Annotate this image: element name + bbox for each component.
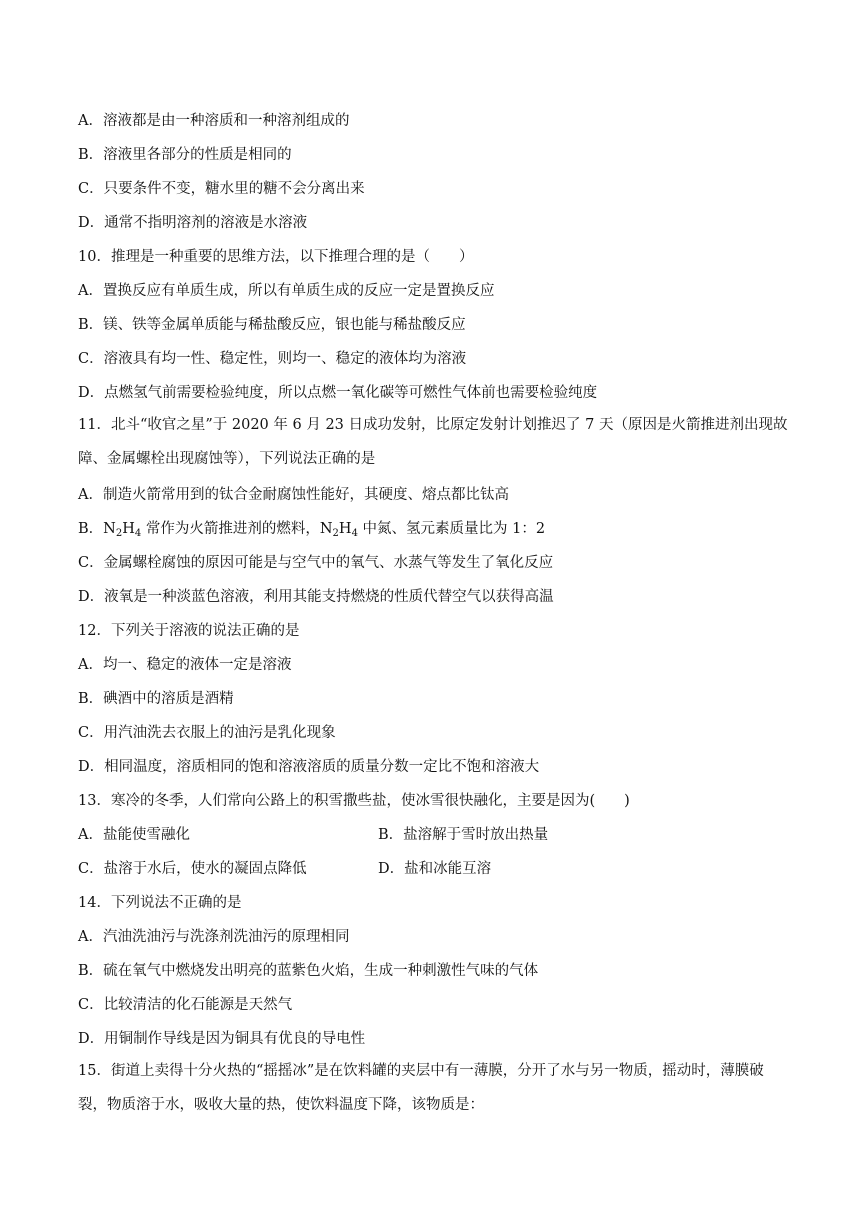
q9-option-a: A．溶液都是由一种溶质和一种溶剂组成的	[78, 113, 350, 129]
q14-option-d: D．用铜制作导线是因为铜具有优良的导电性	[78, 1031, 366, 1047]
q13-option-b: B．盐溶解于雪时放出热量	[378, 827, 549, 843]
q10-option-c: C．溶液具有均一性、稳定性，则均一、稳定的液体均为溶液	[78, 351, 467, 367]
q10-option-d: D．点燃氢气前需要检验纯度，所以点燃一氧化碳等可燃性气体前也需要检验纯度	[78, 385, 598, 401]
q13-option-a: A．盐能使雪融化	[78, 827, 190, 843]
q14-option-a: A．汽油洗油污与洗涤剂洗油污的原理相同	[78, 929, 350, 945]
q11-option-a: A．制造火箭常用到的钛合金耐腐蚀性能好，其硬度、熔点都比钛高	[78, 487, 509, 503]
q12-option-b: B．碘酒中的溶质是酒精	[78, 691, 234, 707]
q12-option-a: A．均一、稳定的液体一定是溶液	[78, 657, 292, 673]
q14-option-c: C．比较清洁的化石能源是天然气	[78, 997, 293, 1013]
q10-option-b: B．镁、铁等金属单质能与稀盐酸反应，银也能与稀盐酸反应	[78, 317, 466, 333]
q14-option-b: B．硫在氧气中燃烧发出明亮的蓝紫色火焰，生成一种刺激性气味的气体	[78, 963, 539, 979]
q13-option-d: D．盐和冰能互溶	[378, 861, 492, 877]
q12-option-d: D．相同温度，溶质相同的饱和溶液溶质的质量分数一定比不饱和溶液大	[78, 759, 540, 775]
q11-option-c: C．金属螺栓腐蚀的原因可能是与空气中的氧气、水蒸气等发生了氧化反应	[78, 555, 554, 571]
q9-option-b: B．溶液里各部分的性质是相同的	[78, 147, 292, 163]
q14-stem: 14．下列说法不正确的是	[78, 895, 242, 911]
q9-option-d: D．通常不指明溶剂的溶液是水溶液	[78, 215, 308, 231]
q11-option-d: D．液氧是一种淡蓝色溶液，利用其能支持燃烧的性质代替空气以获得高温	[78, 589, 554, 605]
q9-option-c: C．只要条件不变，糖水里的糖不会分离出来	[78, 181, 365, 197]
q15-stem: 15．街道上卖得十分火热的“摇摇冰”是在饮料罐的夹层中有一薄膜，分开了水与另一物质，摇动时，薄膜破裂，物质溶于水，吸收大量的热，使饮料温度下降，该物质是：	[78, 1063, 764, 1113]
q11-stem: 11．北斗“收官之星”于 2020 年 6 月 23 日成功发射，比原定发射计划推迟了 7 天（原因是火箭推进剂出现故障、金属螺栓出现腐蚀等），下列说法正确的是	[78, 417, 788, 467]
q10-stem: 10．推理是一种重要的思维方法，以下推理合理的是（ ）	[78, 249, 474, 265]
q12-stem: 12．下列关于溶液的说法正确的是	[78, 623, 300, 639]
q11-option-b: B．$N_2H_4$ 常作为火箭推进剂的燃料，$N_2H_4$ 中氮、氢元素质量比为 1：2	[78, 521, 546, 539]
q13-option-c: C．盐溶于水后，使水的凝固点降低	[78, 861, 307, 877]
q10-option-a: A．置换反应有单质生成，所以有单质生成的反应一定是置换反应	[78, 283, 495, 299]
q12-option-c: C．用汽油洗去衣服上的油污是乳化现象	[78, 725, 336, 741]
q13-stem: 13．寒冷的冬季，人们常向公路上的积雪撒些盐，使冰雪很快融化，主要是因为( )	[78, 793, 630, 809]
